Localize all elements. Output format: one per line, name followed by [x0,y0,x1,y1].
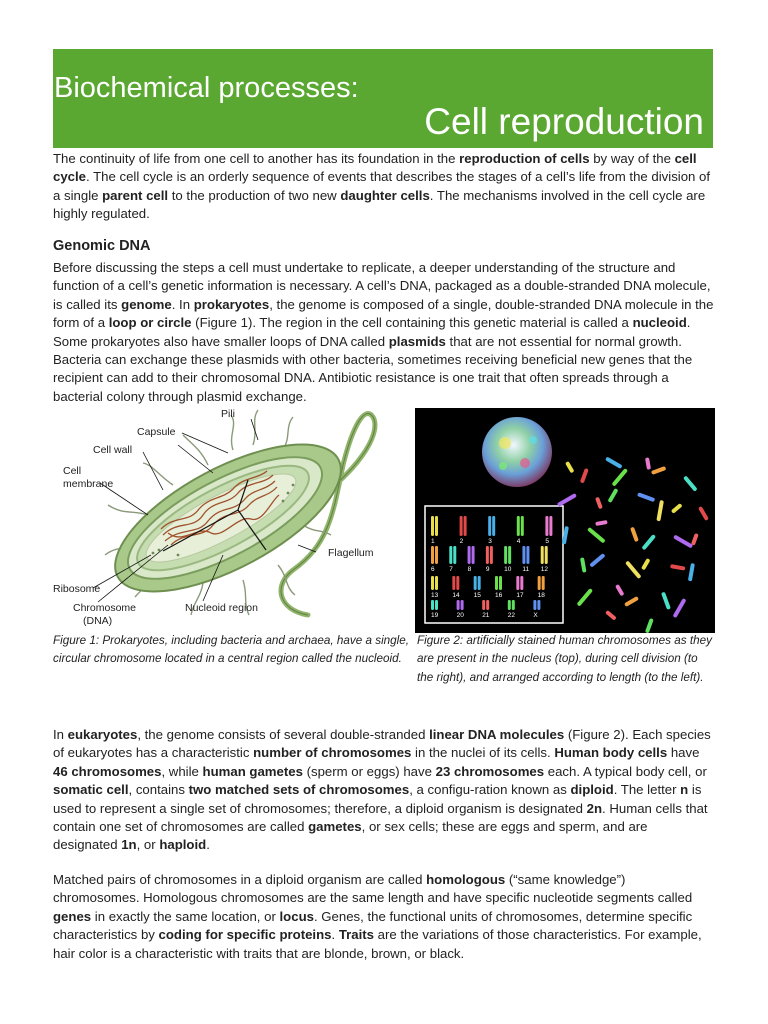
genomic-dna-paragraph [53,259,715,406]
intro-run-7: daughter cells [340,187,430,203]
eukaryotes-run-20: . The letter [613,782,681,798]
homologous-run-9: Traits [338,927,374,943]
homologous-run-6: . Genes, the functional units of chromosomes, determine specific characteristics by [53,908,693,943]
eukaryotes-run-6: in the nuclei of its cells. [411,745,555,761]
karyotype-number: 14 [452,592,460,599]
chromosome-photo [415,408,715,633]
eukaryotes-run-12: (sperm or eggs) have [302,763,436,779]
karyotype-chromosome [537,600,540,610]
karyotype-chromosome [431,600,434,610]
genomic-run-4: , the genome is composed of a single, double-stranded DNA molecule in the form of a [53,296,714,331]
genomic-run-10: that are not essential for normal growth. Bacteria can exchange these plasmids with other bacteria, sometimes receiving beneficial new genes that the recipient can add to their chromosomal DNA. Antibiotic resistance is one trait that often spreads through a bacterial colony through plasmid exchange. [53,333,693,404]
karyotype-chromosome [435,600,438,610]
karyotype-chromosome [492,516,495,536]
label-chromosome-1: Chromosome [73,602,137,614]
karyotype-chromosome [478,576,481,590]
eukaryotes-run-5: number of chromosomes [253,745,412,761]
intro-run-0: The continuity of life from one cell to another has its foundation in the [53,151,460,166]
karyotype-number: 12 [540,566,548,573]
label-cell-membrane-1: Cell [63,465,82,477]
homologous-paragraph [53,871,715,963]
intro-run-2: by way of the [589,151,675,166]
karyotype-chromosome [526,546,529,564]
karyotype-chromosome [461,600,464,610]
figure2-caption: Figure 2: artificially stained human chromosomes as they are present in the nucleus (top), during cell division (to the right), and arranged according to length (to the left). [417,634,712,684]
eukaryotes-run-26: , or sex cells; these are eggs and sperm, and are designated [53,819,648,853]
intro-run-8: . The mechanisms involved in the cell cycle are highly regulated. [53,187,706,222]
intro-paragraph [53,150,715,224]
karyotype-number: 4 [516,538,521,545]
intro-run-6: to the production of two new [168,187,341,203]
karyotype-chromosome [517,516,520,536]
karyotype-chromosome [488,516,491,536]
eukaryotes-run-1: eukaryotes [67,727,138,742]
genomic-run-7: nucleoid [632,315,687,331]
genomic-run-5: loop or circle [108,315,192,331]
karyotype-number: 17 [516,592,524,599]
karyotype-chromosome [486,546,489,564]
eukaryotes-run-28: , or [136,837,160,853]
eukaryotes-run-14: each. A typical body cell, or [544,763,707,779]
label-flagellum: Flagellum [328,547,374,559]
eukaryotes-run-17: two matched sets of chromosomes [188,782,410,798]
label-pili: Pili [221,408,236,420]
homologous-run-2: (“same knowledge”) chromosomes. Homologous chromosomes are the same length and have specific nucleotide segments called [53,872,693,906]
eukaryotes-run-16: , contains [128,782,189,798]
genomic-run-2: . In [171,296,194,312]
homologous-run-0: Matched pairs of chromosomes in a diploid organism are called [53,872,427,887]
karyotype-chromosome [520,576,523,590]
karyotype-chromosome [449,546,452,564]
karyotype-number: 1 [431,538,435,545]
label-capsule: Capsule [137,426,176,438]
intro-run-3: cell cycle [53,151,697,185]
eukaryotes-run-11: human gametes [202,763,303,779]
intro-run-4: . The cell cycle is an orderly sequence of events that describes the stages of a cell’s life from the division of a single [53,169,711,203]
genomic-run-6: (Figure 1). The region in the cell containing this genetic material is called a [191,315,633,331]
karyotype-chromosome [468,546,471,564]
karyotype-chromosome [435,516,438,536]
karyotype-chromosome [453,546,456,564]
karyotype-number: 22 [507,612,516,619]
eukaryotes-run-10: , while [161,763,203,779]
genomic-run-9: plasmids [388,333,446,349]
karyotype-number: 13 [431,592,439,599]
eukaryotes-run-22: is used to represent a single set of chromosomes; therefore, a diploid organism is designated [53,782,702,816]
karyotype-chromosome [456,576,459,590]
section-heading: Genomic DNA [53,238,151,254]
karyotype-chromosome [474,576,477,590]
karyotype-chromosome [452,576,455,590]
eukaryotes-run-7: Human body cells [554,745,668,761]
karyotype-chromosome [431,546,434,564]
karyotype-chromosome [486,600,489,610]
label-cell-membrane-2: membrane [63,478,114,490]
eukaryotes-run-9: 46 chromosomes [53,763,162,779]
eukaryotes-run-3: linear DNA molecules [429,727,565,742]
karyotype-chromosome [435,576,438,590]
karyotype-number: 15 [473,592,481,599]
karyotype-chromosome [522,546,525,564]
genomic-run-1: genome [121,296,172,312]
intro-run-1: reproduction of cells [459,151,590,166]
karyotype-number: 9 [485,566,490,573]
homologous-run-4: in exactly the same location, or [91,908,280,924]
karyotype-chromosome [460,516,463,536]
karyotype-number: 18 [537,592,545,599]
eukaryotes-run-0: In [53,727,68,742]
karyotype-number: 6 [431,566,435,573]
karyotype-chromosome [538,576,541,590]
eukaryotes-run-27: 1n [121,837,137,853]
label-ribosome: Ribosome [53,583,101,595]
karyotype-chromosome [542,576,545,590]
label-cell-wall: Cell wall [93,444,133,456]
homologous-run-1: homologous [426,872,506,887]
karyotype-chromosome [541,546,544,564]
intro-run-5: parent cell [102,187,169,203]
karyotype-number: 19 [431,612,439,619]
title-banner [53,49,713,148]
karyotype-number: 8 [467,566,472,573]
karyotype-chromosome [499,576,502,590]
karyotype-chromosome [431,576,434,590]
label-chromosome-2: (DNA) [83,615,113,627]
karyotype-number: 11 [522,566,530,573]
karyotype-chromosome [516,576,519,590]
title-line-2: Cell reproduction [424,101,704,142]
homologous-run-7: coding for specific proteins [158,927,332,943]
eukaryotes-run-19: diploid [570,782,614,798]
eukaryotes-run-21: n [680,782,689,798]
karyotype-chromosome [504,546,507,564]
karyotype-chromosome [512,600,515,610]
homologous-run-3: genes [53,908,92,924]
karyotype-number: 7 [449,566,453,573]
genomic-run-3: prokaryotes [193,296,270,312]
karyotype-chromosome [508,600,511,610]
stained-nucleus [482,417,552,487]
karyotype-number: 2 [459,538,464,545]
karyotype-number: 5 [545,538,550,545]
homologous-run-10: are the variations of those characteristics. For example, hair color is a characteristic with traits that are blonde, brown, or black. [53,927,702,961]
eukaryotes-run-13: 23 chromosomes [435,763,545,779]
karyotype-number: 16 [495,592,503,599]
label-nucleoid-region: Nucleoid region [185,602,258,614]
eukaryotes-run-23: 2n [586,800,603,816]
eukaryotes-run-29: haploid [159,837,207,853]
eukaryotes-run-18: , a configu-ration known as [409,782,571,798]
karyotype-chromosome [435,546,438,564]
karyotype-chromosome [482,600,485,610]
eukaryotes-paragraph [53,726,715,855]
karyotype-number: 10 [504,566,512,573]
karyotype-chromosome [545,516,548,536]
karyotype-chromosome [495,576,498,590]
eukaryotes-run-2: , the genome consists of several double-stranded [137,727,430,742]
karyotype-number: 3 [488,538,492,545]
eukaryotes-run-15: somatic cell [53,782,129,798]
karyotype-chromosome [490,546,493,564]
karyotype-chromosome [472,546,475,564]
genomic-run-0: Before discussing the steps a cell must undertake to replicate, a deeper understanding of the structure and function of a cell’s genetic information is necessary. A cell’s DNA, packaged as a double-stranded DNA molecule, is called its [53,260,711,312]
homologous-run-5: locus [279,908,314,924]
karyotype-chromosome [545,546,548,564]
karyotype-number: 20 [456,612,464,619]
eukaryotes-run-25: gametes [308,819,362,835]
karyotype-chromosome [431,516,434,536]
karyotype-chromosome [533,600,536,610]
prokaryote-diagram [53,405,408,630]
karyotype-chromosome [457,600,460,610]
homologous-run-8: . [331,927,339,943]
karyotype-chromosome [549,516,552,536]
karyotype-chromosome [508,546,511,564]
title-line-1: Biochemical processes: [54,72,359,104]
figure1-caption: Figure 1: Prokaryotes, including bacteria and archaea, have a single, circular chromosome located in a central region called the nucleoid. [53,634,410,666]
karyotype-number: 21 [482,612,490,619]
eukaryotes-run-4: (Figure 2). Each species of eukaryotes has a characteristic [53,727,711,761]
eukaryotes-run-24: . Human cells that contain one set of chromosomes are called [53,800,708,835]
karyotype-chromosome [464,516,467,536]
eukaryotes-run-30: . [206,837,210,853]
karyotype-number: X [533,612,538,619]
genomic-run-8: . Some prokaryotes also have smaller loops of DNA called [53,315,691,349]
eukaryotes-run-8: have [667,745,700,761]
karyotype-chromosome [521,516,524,536]
